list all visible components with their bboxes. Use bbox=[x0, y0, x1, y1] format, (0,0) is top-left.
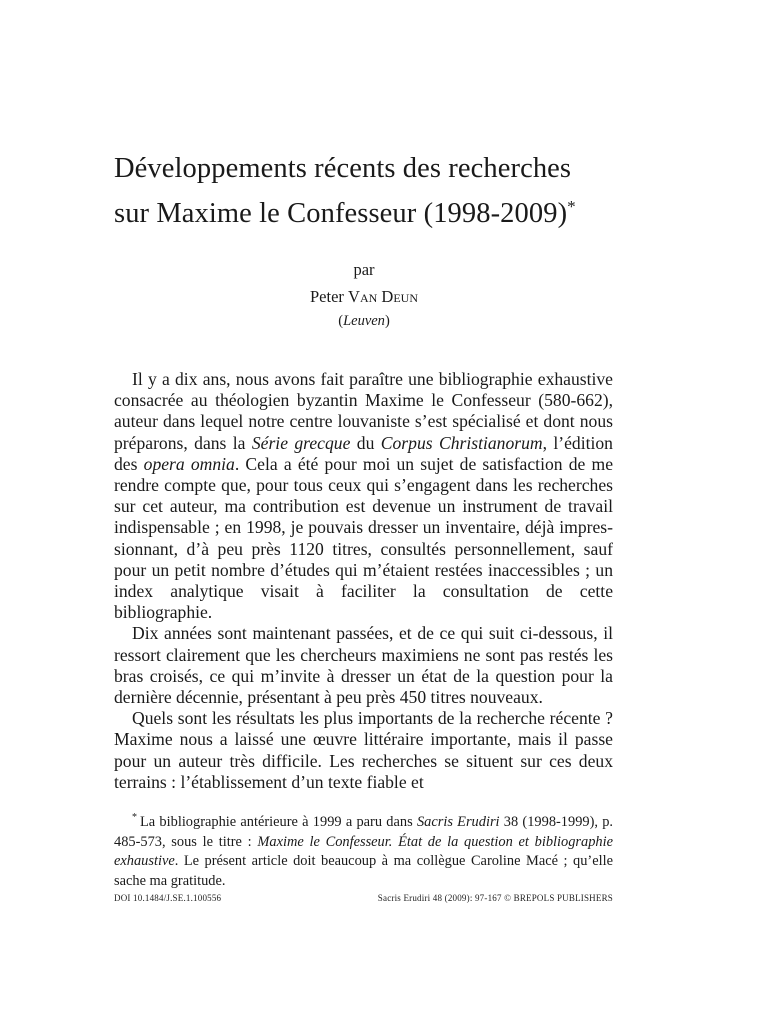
footer-doi: DOI 10.1484/J.SE.1.100556 bbox=[114, 893, 222, 903]
footnote-text-b: 38 (1998-1999), p. 485-573, sous le titre : bbox=[114, 814, 614, 850]
paragraph-3: Quels sont les résultats les plus importants de la recherche récente ? Maxime nous a laissé une œuvre littéraire importante, mais il passe pour un auteur très difficile. Les recherches se situent sur ces deux terrains : l’établissement d’un texte fiable et bbox=[114, 708, 613, 792]
paragraph-1 bbox=[114, 369, 613, 623]
author-last-name: Van Deun bbox=[348, 287, 418, 306]
paragraph-2: Dix années sont maintenant passées, et de ce qui suit ci-dessous, il ressort clairement que les chercheurs maximiens ne sont pas restés les bras croisés, ce qui m’invite à dresser un état de la question pour la dernière décennie, présentant à peu près 450 titres nouveaux. bbox=[114, 623, 613, 708]
body-text bbox=[114, 369, 613, 793]
footnote-text-a: La bibliographie antérieure à 1999 a paru dans bbox=[140, 814, 417, 830]
affiliation-paren-open: ( bbox=[338, 313, 344, 329]
footnote bbox=[114, 808, 613, 891]
title-line-2: sur Maxime le Confesseur (1998-2009) bbox=[114, 198, 568, 229]
footnote-text-c: . Le présent article doit beaucoup à ma collègue Caroline Macé ; qu’elle sache ma gratitude. bbox=[114, 853, 613, 889]
article-title bbox=[114, 150, 674, 233]
author-first-name: Peter bbox=[310, 287, 349, 306]
p1-text-c: , l’édition des bbox=[114, 432, 613, 474]
byline-par: par bbox=[353, 260, 375, 279]
p1-text-b: du bbox=[350, 432, 381, 453]
affiliation-paren-close: ) bbox=[384, 313, 390, 329]
p1-text-a: Il y a dix ans, nous avons fait paraître une bibliographie exhaustive consacrée au théologien byzantin Maxime le Confesseur (580-662), auteur dans lequel notre centre louvaniste s’est spécialisé et dont nous préparons, dans la bbox=[114, 369, 613, 453]
footer-citation: Sacris Erudiri 48 (2009): 97-167 © BREPOLS PUBLISHERS bbox=[377, 893, 613, 903]
title-line-1: Développements récents des recherches bbox=[114, 153, 572, 184]
p1-italic-corpus: Corpus Christianorum bbox=[380, 432, 543, 453]
affiliation-text: Leuven bbox=[343, 313, 385, 329]
author-affiliation bbox=[114, 313, 614, 330]
author-name bbox=[114, 287, 614, 307]
p1-italic-serie: Série grecque bbox=[251, 432, 351, 453]
footnote-mark: * bbox=[132, 812, 137, 823]
title-footnote-mark: * bbox=[567, 197, 576, 216]
p1-italic-opera: opera omnia bbox=[143, 453, 235, 474]
footnote-italic-journal: Sacris Erudiri bbox=[416, 814, 500, 830]
footnote-italic-title: Maxime le Confesseur. État de la question et bibliographie exhaustive bbox=[114, 833, 614, 869]
p1-text-d: . Cela a été pour moi un sujet de satisfaction de me rendre compte que, pour tous ceux qui s’engagent dans les recherches sur cet auteur, ma contribution est devenue un instrument de travail indispensable ; en 1998, je pouvais dresser un inventaire, déjà impressionnant, d’à peu près 1120 titres, consultés personnellement, sauf pour un petit nombre d’études qui m’étaient restées inaccessibles ; un index analytique visait à faciliter la consultation de cette bibliographie. bbox=[114, 453, 613, 623]
